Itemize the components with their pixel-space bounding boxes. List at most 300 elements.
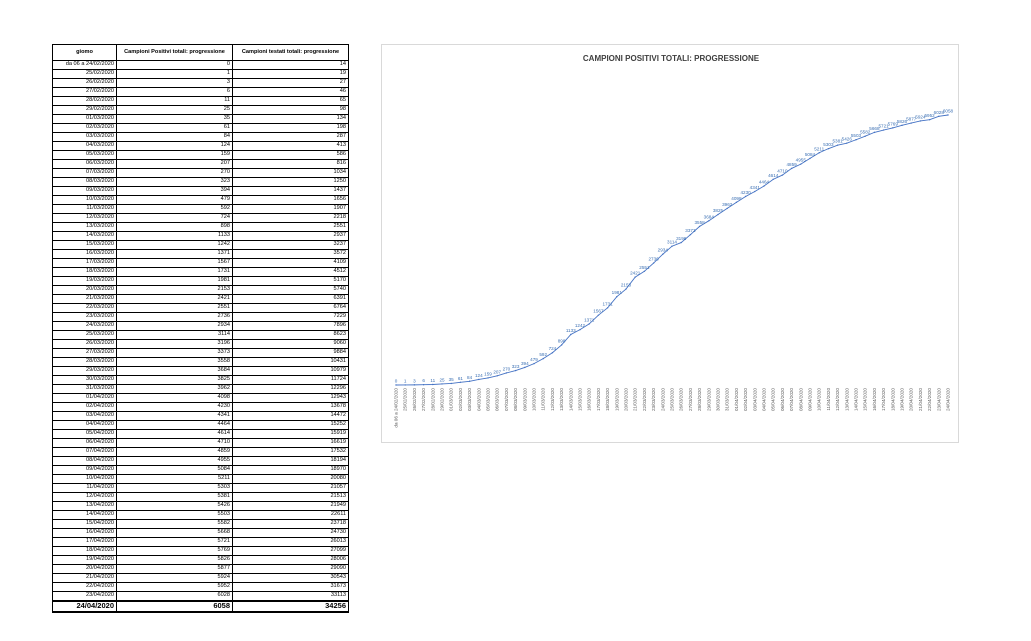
cell-positives: 1133 <box>117 232 233 241</box>
cell-tested: 14472 <box>233 412 349 421</box>
table-row <box>53 178 349 187</box>
cell-date: 08/03/2020 <box>53 178 117 187</box>
x-tick-label: 06/03/2020 <box>494 388 500 411</box>
data-label: 124 <box>474 372 483 378</box>
cell-date: 19/04/2020 <box>53 556 117 565</box>
cell-tested: 14 <box>233 61 349 70</box>
cell-positives: 207 <box>117 160 233 169</box>
data-label: 5503 <box>850 133 862 139</box>
data-point <box>644 271 645 272</box>
x-tick-label: 03/03/2020 <box>467 388 473 411</box>
cell-tested: 5740 <box>233 286 349 295</box>
cell-positives: 25 <box>117 106 233 115</box>
cell-date: 30/03/2020 <box>53 376 117 385</box>
table-row <box>53 430 349 439</box>
table-row <box>53 322 349 331</box>
data-label: 3558 <box>694 219 705 225</box>
data-point <box>395 384 396 385</box>
x-tick-label: 27/02/2020 <box>421 388 427 411</box>
table-row <box>53 340 349 349</box>
data-point <box>635 276 636 277</box>
table-row <box>53 484 349 493</box>
cell-date: 16/04/2020 <box>53 529 117 538</box>
cell-tested: 287 <box>233 133 349 142</box>
x-tick-label: 09/04/2020 <box>807 388 813 411</box>
cell-date: 21/03/2020 <box>53 295 117 304</box>
data-label: 5211 <box>814 146 825 152</box>
data-point <box>616 296 617 297</box>
data-point <box>662 254 663 255</box>
cell-tested: 19 <box>233 70 349 79</box>
table-row <box>53 394 349 403</box>
cell-positives: 3558 <box>117 358 233 367</box>
cell-tested: 34256 <box>233 601 349 612</box>
data-point <box>469 381 470 382</box>
cell-tested: 6764 <box>233 304 349 313</box>
data-label: 5924 <box>915 114 926 120</box>
x-tick-label: 18/04/2020 <box>890 388 896 411</box>
cell-positives: 3196 <box>117 340 233 349</box>
data-point <box>607 307 608 308</box>
cell-date: 31/03/2020 <box>53 385 117 394</box>
cell-positives: 5211 <box>117 475 233 484</box>
data-label: 0 <box>394 378 398 384</box>
table-row <box>53 304 349 313</box>
data-point <box>423 384 424 385</box>
table-row <box>53 259 349 268</box>
data-point <box>717 214 718 215</box>
table-row <box>53 160 349 169</box>
cell-positives: 5426 <box>117 502 233 511</box>
data-point <box>460 382 461 383</box>
data-point <box>653 262 654 263</box>
cell-tested: 11724 <box>233 376 349 385</box>
data-point <box>561 344 562 345</box>
x-tick-label: da 06 a 24/02/2020 <box>393 388 399 428</box>
data-point <box>506 372 507 373</box>
cell-positives: 2153 <box>117 286 233 295</box>
cell-date: 06/03/2020 <box>53 160 117 169</box>
x-tick-label: 23/04/2020 <box>936 388 942 411</box>
x-tick-label: 04/04/2020 <box>761 388 767 411</box>
cell-positives: 1 <box>117 70 233 79</box>
cell-tested: 4512 <box>233 268 349 277</box>
table-row <box>53 574 349 583</box>
cell-date: 25/02/2020 <box>53 70 117 79</box>
x-tick-label: 02/04/2020 <box>743 388 749 411</box>
cell-tested: 21513 <box>233 493 349 502</box>
cell-positives: 479 <box>117 196 233 205</box>
data-label: 5381 <box>832 138 843 144</box>
data-point <box>625 288 626 289</box>
cell-date: 14/03/2020 <box>53 232 117 241</box>
cell-date: 01/03/2020 <box>53 115 117 124</box>
data-point <box>773 179 774 180</box>
x-tick-label: 13/03/2020 <box>559 388 565 411</box>
x-tick-label: 16/04/2020 <box>871 388 877 411</box>
data-label: 4859 <box>786 161 797 167</box>
table-row <box>53 232 349 241</box>
cell-tested: 2551 <box>233 223 349 232</box>
data-point <box>745 196 746 197</box>
cell-date: 13/04/2020 <box>53 502 117 511</box>
x-tick-label: 26/03/2020 <box>678 388 684 411</box>
cell-positives: 5769 <box>117 547 233 556</box>
cell-tested: 29090 <box>233 565 349 574</box>
cell-date: 12/04/2020 <box>53 493 117 502</box>
x-tick-label: 07/03/2020 <box>503 388 509 411</box>
x-tick-label: 17/03/2020 <box>595 388 601 411</box>
cell-date: 17/03/2020 <box>53 259 117 268</box>
x-tick-label: 08/03/2020 <box>513 388 519 411</box>
data-label: 3373 <box>685 228 696 234</box>
data-point <box>552 352 553 353</box>
data-label: 3962 <box>722 201 733 207</box>
data-point <box>579 329 580 330</box>
data-label: 5952 <box>924 113 935 119</box>
table-row <box>53 196 349 205</box>
cell-tested: 134 <box>233 115 349 124</box>
table-row <box>53 70 349 79</box>
table-row <box>53 286 349 295</box>
cell-positives: 3 <box>117 79 233 88</box>
cell-date: 28/02/2020 <box>53 97 117 106</box>
cell-tested: 21949 <box>233 502 349 511</box>
cell-date: 28/03/2020 <box>53 358 117 367</box>
data-label: 5582 <box>860 129 871 135</box>
col-header-positives: Campioni Positivi totali: progressione <box>117 45 233 61</box>
data-label: 3825 <box>712 208 724 214</box>
x-tick-label: 14/03/2020 <box>568 388 574 411</box>
cell-positives: 6058 <box>117 601 233 612</box>
data-point <box>819 152 820 153</box>
data-point <box>920 120 921 121</box>
table-row <box>53 79 349 88</box>
cell-positives: 6028 <box>117 592 233 601</box>
cell-tested: 10979 <box>233 367 349 376</box>
cell-positives: 5668 <box>117 529 233 538</box>
data-point <box>929 119 930 120</box>
data-point <box>736 202 737 203</box>
cell-date: 08/04/2020 <box>53 457 117 466</box>
cell-positives: 270 <box>117 169 233 178</box>
cell-positives: 4710 <box>117 439 233 448</box>
cell-tested: 21057 <box>233 484 349 493</box>
cell-tested: 26013 <box>233 538 349 547</box>
cell-positives: 2421 <box>117 295 233 304</box>
cell-tested: 9060 <box>233 340 349 349</box>
cell-positives: 5877 <box>117 565 233 574</box>
table-row <box>53 448 349 457</box>
cell-tested: 3237 <box>233 241 349 250</box>
cell-positives: 2551 <box>117 304 233 313</box>
cell-date: 01/04/2020 <box>53 394 117 403</box>
data-point <box>515 370 516 371</box>
data-label: 6058 <box>942 108 954 114</box>
x-tick-label: 22/03/2020 <box>641 388 647 411</box>
data-label: 323 <box>511 364 520 370</box>
cell-positives: 3114 <box>117 331 233 340</box>
x-tick-label: 07/04/2020 <box>789 388 795 411</box>
data-point <box>782 174 783 175</box>
cell-date: 15/04/2020 <box>53 520 117 529</box>
cell-positives: 4955 <box>117 457 233 466</box>
cell-positives: 2736 <box>117 313 233 322</box>
data-label: 5826 <box>896 118 908 124</box>
cell-date: 03/04/2020 <box>53 412 117 421</box>
table-row <box>53 250 349 259</box>
cell-date: 12/03/2020 <box>53 214 117 223</box>
table-row <box>53 241 349 250</box>
data-label: 1242 <box>574 323 586 329</box>
data-label: 4955 <box>795 157 806 163</box>
table-row <box>53 133 349 142</box>
cell-positives: 5582 <box>117 520 233 529</box>
cell-positives: 1371 <box>117 250 233 259</box>
cell-positives: 4098 <box>117 394 233 403</box>
cell-date: da 06 a 24/02/2020 <box>53 61 117 70</box>
data-label: 1 <box>403 378 407 384</box>
table-row <box>53 214 349 223</box>
cell-date: 29/02/2020 <box>53 106 117 115</box>
data-label: 3196 <box>676 236 687 242</box>
x-tick-label: 20/03/2020 <box>623 388 629 411</box>
data-table <box>52 44 349 613</box>
x-tick-label: 13/04/2020 <box>844 388 850 411</box>
x-tick-label: 11/03/2020 <box>540 388 546 411</box>
data-point <box>763 185 764 186</box>
cell-date: 02/04/2020 <box>53 403 117 412</box>
cell-tested: 413 <box>233 142 349 151</box>
data-label: 5769 <box>887 121 898 127</box>
data-label: 3 <box>413 378 416 384</box>
cell-tested: 3572 <box>233 250 349 259</box>
data-label: 3114 <box>667 239 677 245</box>
data-point <box>791 168 792 169</box>
cell-tested: 6391 <box>233 295 349 304</box>
cell-date: 26/02/2020 <box>53 79 117 88</box>
cell-positives: 394 <box>117 187 233 196</box>
table-row <box>53 358 349 367</box>
x-tick-layer <box>394 388 951 428</box>
table-row <box>53 475 349 484</box>
cell-date: 26/03/2020 <box>53 340 117 349</box>
data-point <box>497 375 498 376</box>
cell-date: 27/02/2020 <box>53 88 117 97</box>
data-label: 5668 <box>869 125 880 131</box>
series-layer <box>395 114 948 385</box>
data-point <box>874 132 875 133</box>
cell-date: 04/04/2020 <box>53 421 117 430</box>
data-label: 35 <box>448 376 454 382</box>
cell-date: 05/04/2020 <box>53 430 117 439</box>
data-label: 4098 <box>731 195 742 201</box>
data-label: 1567 <box>593 308 604 314</box>
cell-positives: 11 <box>117 97 233 106</box>
cell-tested: 10431 <box>233 358 349 367</box>
data-label: 159 <box>484 371 492 377</box>
cell-positives: 592 <box>117 205 233 214</box>
x-tick-label: 01/04/2020 <box>733 388 739 411</box>
cell-positives: 724 <box>117 214 233 223</box>
data-label: 11 <box>430 378 436 384</box>
cell-positives: 5826 <box>117 556 233 565</box>
table-row <box>53 556 349 565</box>
data-point <box>451 383 452 384</box>
cell-tested: 27099 <box>233 547 349 556</box>
table-row <box>53 421 349 430</box>
data-label: 4464 <box>758 179 770 185</box>
data-label: 4710 <box>777 168 788 174</box>
data-label: 2736 <box>648 256 659 262</box>
cell-positives: 5303 <box>117 484 233 493</box>
cell-positives: 4859 <box>117 448 233 457</box>
x-tick-label: 24/04/2020 <box>945 388 951 411</box>
x-tick-label: 23/03/2020 <box>651 388 657 411</box>
x-tick-label: 31/03/2020 <box>724 388 730 411</box>
table-row <box>53 142 349 151</box>
cell-positives: 84 <box>117 133 233 142</box>
data-label: 5084 <box>804 151 816 157</box>
table-row <box>53 547 349 556</box>
table-row <box>53 61 349 70</box>
cell-tested: 20080 <box>233 475 349 484</box>
data-point <box>837 144 838 145</box>
data-label: 1981 <box>611 290 622 296</box>
cell-tested: 13678 <box>233 403 349 412</box>
cell-tested: 816 <box>233 160 349 169</box>
cell-positives: 35 <box>117 115 233 124</box>
x-tick-label: 09/03/2020 <box>522 388 528 411</box>
data-label: 1133 <box>565 328 576 333</box>
cell-date: 09/03/2020 <box>53 187 117 196</box>
cell-positives: 5381 <box>117 493 233 502</box>
table-row <box>53 466 349 475</box>
cell-date: 04/03/2020 <box>53 142 117 151</box>
table-row <box>53 592 349 601</box>
x-tick-label: 17/04/2020 <box>881 388 887 411</box>
table-row <box>53 349 349 358</box>
cell-date: 11/04/2020 <box>53 484 117 493</box>
cell-date: 23/03/2020 <box>53 313 117 322</box>
cell-tested: 31673 <box>233 583 349 592</box>
cell-positives: 5503 <box>117 511 233 520</box>
cell-tested: 15252 <box>233 421 349 430</box>
col-header-tested: Campioni testati totali: progressione <box>233 45 349 61</box>
cell-date: 20/03/2020 <box>53 286 117 295</box>
cell-positives: 5084 <box>117 466 233 475</box>
cell-date: 17/04/2020 <box>53 538 117 547</box>
cell-date: 22/04/2020 <box>53 583 117 592</box>
x-tick-label: 15/03/2020 <box>577 388 583 411</box>
cell-date: 07/03/2020 <box>53 169 117 178</box>
x-tick-label: 03/04/2020 <box>752 388 758 411</box>
cell-tested: 22611 <box>233 511 349 520</box>
table-row <box>53 412 349 421</box>
x-tick-label: 21/03/2020 <box>632 388 638 411</box>
data-label: 1371 <box>584 317 595 323</box>
cell-tested: 17532 <box>233 448 349 457</box>
data-label: 2551 <box>639 264 650 270</box>
table-row <box>53 223 349 232</box>
x-tick-label: 28/03/2020 <box>697 388 703 411</box>
table-row <box>53 268 349 277</box>
data-point <box>846 142 847 143</box>
cell-date: 06/04/2020 <box>53 439 117 448</box>
data-point <box>727 208 728 209</box>
cell-positives: 323 <box>117 178 233 187</box>
data-label: 207 <box>493 369 502 375</box>
table-row <box>53 331 349 340</box>
cell-date: 16/03/2020 <box>53 250 117 259</box>
table-row <box>53 295 349 304</box>
cell-tested: 28006 <box>233 556 349 565</box>
x-tick-label: 10/04/2020 <box>816 388 822 411</box>
cell-tested: 1907 <box>233 205 349 214</box>
data-point <box>883 129 884 130</box>
x-tick-label: 20/04/2020 <box>908 388 914 411</box>
data-label: 5877 <box>906 116 917 122</box>
data-label: 898 <box>557 338 566 344</box>
cell-date: 10/03/2020 <box>53 196 117 205</box>
chart-title: CAMPIONI POSITIVI TOTALI: PROGRESSIONE <box>582 54 760 63</box>
cell-tested: 2218 <box>233 214 349 223</box>
cell-positives: 898 <box>117 223 233 232</box>
cell-tested: 18970 <box>233 466 349 475</box>
cell-date: 24/03/2020 <box>53 322 117 331</box>
table-row <box>53 115 349 124</box>
cell-date: 07/04/2020 <box>53 448 117 457</box>
cell-date: 10/04/2020 <box>53 475 117 484</box>
table-row <box>53 457 349 466</box>
cell-positives: 2934 <box>117 322 233 331</box>
cell-positives: 3373 <box>117 349 233 358</box>
x-tick-label: 24/03/2020 <box>660 388 666 411</box>
data-point <box>478 379 479 380</box>
data-label: 4230 <box>740 189 751 195</box>
table-row <box>53 169 349 178</box>
data-label: 6028 <box>933 109 944 115</box>
x-tick-label: 05/04/2020 <box>770 388 776 411</box>
data-label: 4614 <box>768 172 779 178</box>
cell-date: 15/03/2020 <box>53 241 117 250</box>
table-body <box>53 61 349 612</box>
x-tick-label: 29/03/2020 <box>706 388 712 411</box>
data-point <box>524 367 525 368</box>
cell-date: 22/03/2020 <box>53 304 117 313</box>
x-tick-label: 14/04/2020 <box>853 388 859 411</box>
table-row <box>53 403 349 412</box>
table-row <box>53 106 349 115</box>
data-point <box>543 358 544 359</box>
cell-tested: 4109 <box>233 259 349 268</box>
cell-tested: 65 <box>233 97 349 106</box>
x-tick-label: 30/03/2020 <box>715 388 721 411</box>
table-row <box>53 367 349 376</box>
x-tick-label: 10/03/2020 <box>531 388 537 411</box>
cell-date: 03/03/2020 <box>53 133 117 142</box>
table-row <box>53 124 349 133</box>
table-row <box>53 493 349 502</box>
data-point <box>681 242 682 243</box>
cell-positives: 1567 <box>117 259 233 268</box>
x-tick-label: 04/03/2020 <box>476 388 482 411</box>
cell-positives: 159 <box>117 151 233 160</box>
cell-tested: 5170 <box>233 277 349 286</box>
cell-tested: 1034 <box>233 169 349 178</box>
cell-tested: 12943 <box>233 394 349 403</box>
cell-tested: 30543 <box>233 574 349 583</box>
